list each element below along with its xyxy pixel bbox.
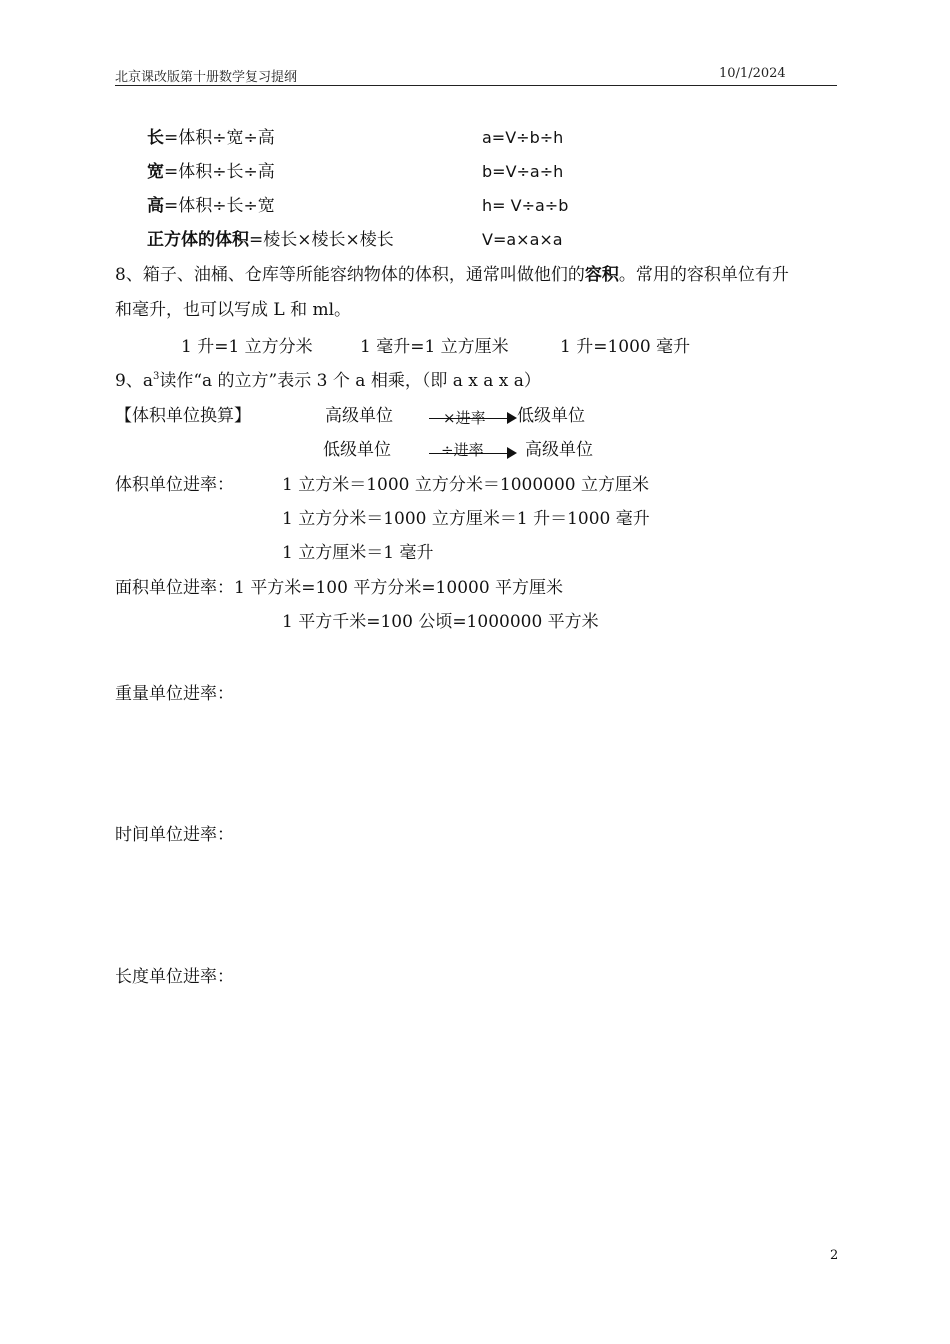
header-title: 北京课改版第十册数学复习提纲	[115, 70, 298, 85]
item8-line1	[115, 264, 789, 286]
item8-eq-ml-cm3: 1 毫升=1 立方厘米	[360, 337, 509, 357]
weight-rates-label: 重量单位进率：	[115, 684, 234, 704]
item8-part1: 8、箱子、油桶、仓库等所能容纳物体的体积，通常叫做他们的	[115, 265, 585, 285]
formula-height-text	[147, 195, 275, 217]
formula-width-symbolic: b=V÷a÷h	[482, 162, 564, 181]
conversion-heading: 【体积单位换算】	[115, 406, 251, 426]
conversion-row2-arrow	[429, 441, 517, 463]
formula-width-text	[147, 161, 275, 183]
formula-height-term: 高	[147, 196, 164, 216]
header-date: 10/1/2024	[719, 66, 786, 81]
volume-rate-line: 1 立方厘米＝1 毫升	[282, 543, 434, 563]
conversion-row1-arrow	[429, 409, 517, 431]
item8-capacity-term: 容积	[584, 265, 619, 285]
formula-height-definition: =体积÷长÷宽	[164, 196, 275, 216]
formula-cube-definition: =棱长×棱长×棱长	[249, 230, 394, 250]
conversion-row1-from: 高级单位	[325, 406, 393, 426]
formula-width-term: 宽	[147, 162, 164, 182]
arrow-right-icon	[507, 412, 517, 424]
volume-rates-label: 体积单位进率：	[115, 475, 234, 495]
area-rates-label: 面积单位进率：	[115, 578, 234, 598]
formula-cube-symbolic: V=a×a×a	[482, 230, 563, 249]
area-rates-row1	[115, 577, 563, 599]
conversion-row2-from: 低级单位	[323, 440, 391, 460]
formula-length-symbolic: a=V÷b÷h	[482, 128, 564, 147]
item9-exponent: 3	[152, 371, 160, 382]
formula-cube-term: 正方体的体积	[147, 230, 249, 250]
item9-suffix: 读作“a 的立方”表示 3 个 a 相乘，（即 a x a x a）	[159, 371, 541, 391]
conversion-row2-operator: ÷进率	[441, 441, 484, 459]
volume-rate-line: 1 立方分米＝1000 立方厘米＝1 升＝1000 毫升	[282, 509, 650, 529]
conversion-row1-to: 低级单位	[517, 406, 585, 426]
volume-rate-line: 1 立方米＝1000 立方分米＝1000000 立方厘米	[282, 475, 650, 495]
header-divider	[115, 85, 837, 86]
length-rates-label: 长度单位进率：	[115, 967, 234, 987]
item8-eq-liter-ml: 1 升=1000 毫升	[560, 337, 691, 357]
arrow-right-icon	[507, 447, 517, 459]
area-rate-line: 1 平方千米=100 公顷=1000000 平方米	[282, 612, 599, 632]
conversion-row2-to: 高级单位	[525, 440, 593, 460]
conversion-row1-operator: ×进率	[443, 409, 486, 427]
formula-height-symbolic: h= V÷a÷b	[482, 196, 569, 215]
page-number: 2	[830, 1248, 839, 1263]
item8-part2: 。常用的容积单位有升	[618, 265, 789, 285]
formula-cube-text	[147, 229, 394, 251]
item9-prefix: 9、a	[115, 371, 153, 391]
formula-length-term: 长	[147, 128, 164, 148]
item8-eq-liter-dm3: 1 升=1 立方分米	[181, 337, 313, 357]
formula-width-definition: =体积÷长÷高	[164, 162, 275, 182]
formula-length-definition: =体积÷宽÷高	[164, 128, 275, 148]
item9-line	[115, 370, 541, 392]
area-rate-line: 1 平方米=100 平方分米=10000 平方厘米	[234, 578, 564, 598]
time-rates-label: 时间单位进率：	[115, 825, 234, 845]
item8-line2: 和毫升，也可以写成 L 和 ml。	[115, 300, 352, 320]
formula-length-text	[147, 127, 275, 149]
